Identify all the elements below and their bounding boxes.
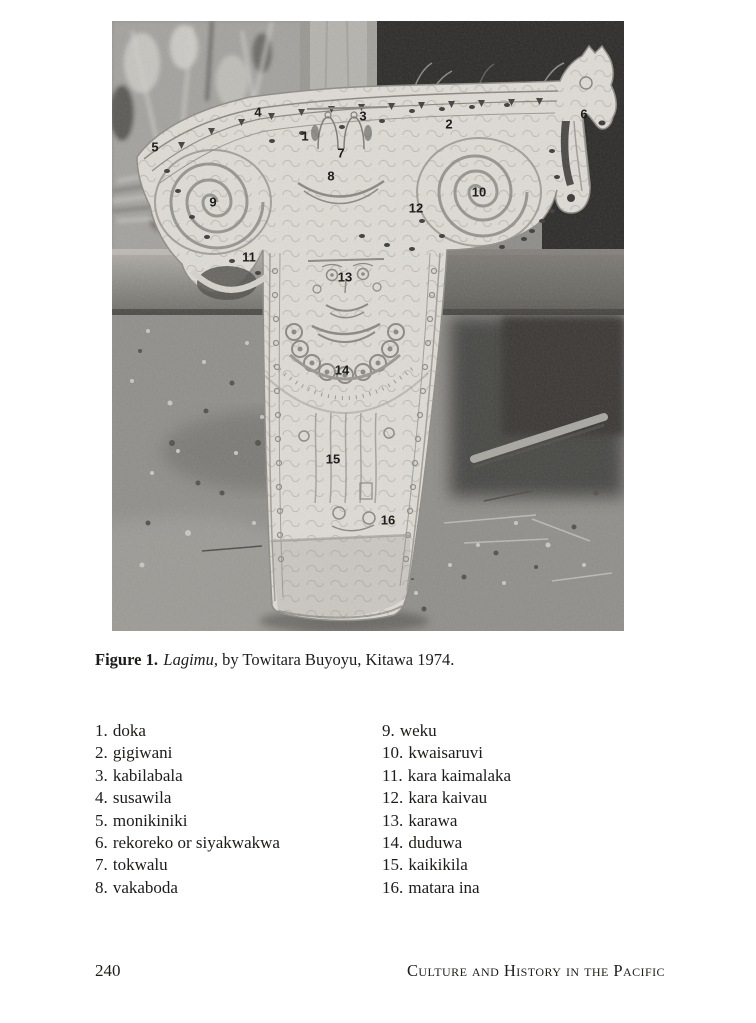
term-name: doka [112, 721, 146, 740]
term-number: 2. [95, 743, 108, 763]
term-name: rekoreko or siyakwakwa [112, 833, 280, 853]
term-item [382, 787, 511, 809]
term-item [95, 765, 280, 787]
caption-rest: , by Towitara Buyoyu, Kitawa 1974. [213, 650, 455, 669]
term-number: 13. [382, 810, 404, 830]
term-number: 5. [95, 810, 108, 830]
term-item [95, 787, 280, 809]
terms-left-column [95, 720, 280, 899]
photo-label-5: 5 [151, 139, 159, 155]
term-number: 10. [382, 743, 404, 763]
term-name: karawa [408, 810, 458, 830]
photo-label-layer [112, 21, 624, 631]
term-number: 16. [382, 877, 404, 897]
term-name: vakaboda [112, 877, 178, 897]
term-number: 7. [95, 855, 108, 875]
term-name: kara kaimalaka [407, 765, 512, 785]
photo-label-16: 16 [380, 512, 396, 528]
term-item [382, 832, 511, 854]
figure-caption [95, 649, 665, 671]
photo-label-3: 3 [359, 108, 367, 124]
terms-right-column [382, 720, 511, 899]
photo-label-2: 2 [445, 116, 453, 132]
term-number: 4. [95, 788, 108, 808]
term-item [382, 742, 511, 764]
term-item [95, 720, 280, 742]
caption-figure-label: Figure 1. [95, 650, 158, 669]
term-item [382, 877, 511, 899]
photo-label-4: 4 [254, 104, 262, 120]
photo-label-8: 8 [327, 168, 335, 184]
term-number: 9. [382, 721, 395, 740]
term-name: kara kaivau [408, 788, 488, 808]
term-item [382, 810, 511, 832]
photo-label-13: 13 [337, 269, 353, 285]
term-name: matara ina [408, 877, 480, 897]
photo-label-1: 1 [301, 128, 309, 144]
term-item [382, 720, 511, 742]
caption-title-italic: Lagimu [163, 650, 214, 669]
term-name: kaikikila [408, 855, 468, 875]
term-name: monikiniki [112, 810, 188, 830]
term-item [382, 765, 511, 787]
term-name: gigiwani [112, 743, 173, 763]
running-title: Culture and History in the Pacific [406, 961, 665, 980]
term-number: 6. [95, 833, 108, 853]
term-name: susawila [112, 788, 172, 808]
term-item [95, 832, 280, 854]
term-number: 8. [95, 877, 108, 897]
term-number: 11. [382, 765, 403, 785]
page-footer [95, 961, 665, 981]
term-name: duduwa [408, 833, 463, 853]
photo-label-11: 11 [242, 249, 256, 265]
page-number: 240 [95, 961, 121, 980]
term-number: 1. [95, 721, 108, 740]
figure-1 [112, 21, 624, 631]
photo-label-6: 6 [580, 106, 588, 122]
term-name: kabilabala [112, 765, 183, 785]
term-item [95, 742, 280, 764]
term-number: 12. [382, 788, 404, 808]
photo-label-9: 9 [209, 194, 217, 210]
photo-label-15: 15 [325, 451, 341, 467]
term-number: 3. [95, 765, 108, 785]
term-item [95, 877, 280, 899]
photo-label-10: 10 [471, 184, 487, 200]
terms-list [95, 720, 665, 910]
term-name: weku [399, 721, 437, 740]
term-name: tokwalu [112, 855, 168, 875]
term-item [95, 854, 280, 876]
term-number: 14. [382, 833, 404, 853]
term-name: kwaisaruvi [408, 743, 483, 763]
term-item [382, 854, 511, 876]
photo-label-14: 14 [334, 362, 350, 378]
term-item [95, 810, 280, 832]
photo-label-12: 12 [408, 200, 424, 216]
photo-label-7: 7 [337, 145, 345, 161]
term-number: 15. [382, 855, 404, 875]
